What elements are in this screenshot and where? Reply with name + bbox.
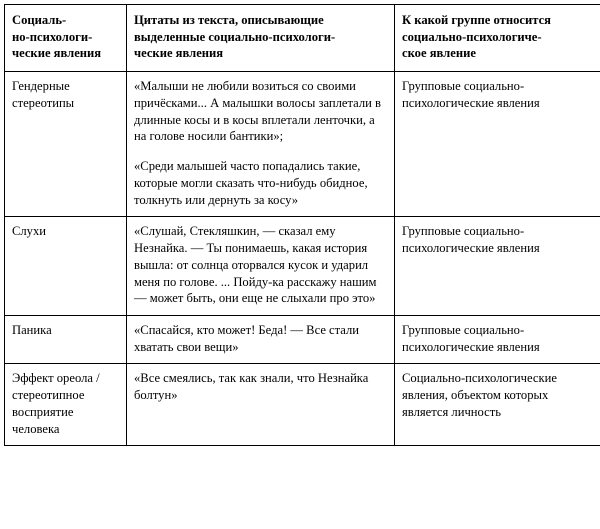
quote-paragraph: «Слушай, Стекляшкин, — сказал ему Незнайка. — Ты понимаешь, какая история вышла: от солнца оторвался кусок и ударил меня по голове. ... Пойду-ка расскажу нашим — может быть, они еще не слыхали про это» (134, 224, 377, 306)
cell-phenomenon: Паника (5, 316, 127, 364)
cell-quotes (127, 72, 395, 217)
table-row (5, 364, 600, 446)
cell-phenomenon: Гендерные стереотипы (5, 72, 127, 217)
column-header-phenomenon-line-3: ческие явления (12, 46, 102, 61)
column-header-group-line-1: К какой группе относится (402, 13, 551, 27)
cell-group: Социально-психологические явления, объектом которых является личность (395, 364, 600, 446)
column-header-quotes (127, 5, 395, 72)
cell-quotes (127, 217, 395, 316)
cell-phenomenon: Слухи (5, 217, 127, 316)
column-header-quotes-line-3: ческие явления (134, 46, 224, 61)
column-header-phenomenon-line-2: но-психологи- (12, 29, 93, 44)
cell-quotes (127, 316, 395, 364)
phenomena-table (4, 4, 600, 446)
quote-paragraph: «Спасайся, кто может! Беда! — Все стали хватать свои вещи» (134, 323, 360, 354)
table-header-row (5, 5, 600, 72)
cell-group: Групповые социально-психологические явления (395, 316, 600, 364)
cell-phenomenon: Эффект ореола / стереотипное восприятие человека (5, 364, 127, 446)
cell-quotes (127, 364, 395, 446)
table-row (5, 316, 600, 364)
table-body (5, 72, 600, 446)
column-header-group-line-2: социально-психологиче- (402, 29, 542, 44)
column-header-phenomenon (5, 5, 127, 72)
column-header-group-line-3: ское явление (402, 46, 476, 61)
column-header-quotes-line-2: выделенные социально-психологи- (134, 29, 336, 44)
table-header (5, 5, 600, 72)
cell-group: Групповые социально-психологические явления (395, 72, 600, 217)
column-header-phenomenon-line-1: Социаль- (12, 13, 67, 27)
column-header-quotes-line-1: Цитаты из текста, описывающие (134, 13, 324, 27)
quote-paragraph: «Все смеялись, так как знали, что Незнайка болтун» (134, 371, 369, 403)
cell-group: Групповые социально-психологические явления (395, 217, 600, 316)
table-row (5, 72, 600, 217)
quote-paragraph: «Малыши не любили возиться со своими причёсками... А малышки волосы заплетали в длинные косы и в косы вплетали ленточки, а на голове носили бантики»; (134, 79, 381, 144)
table-row (5, 217, 600, 316)
quote-paragraph: «Среди малышей часто попадались такие, которые могли сказать что-нибудь обидное, толкнуть или дернуть за косу» (134, 159, 368, 207)
column-header-group (395, 5, 600, 72)
